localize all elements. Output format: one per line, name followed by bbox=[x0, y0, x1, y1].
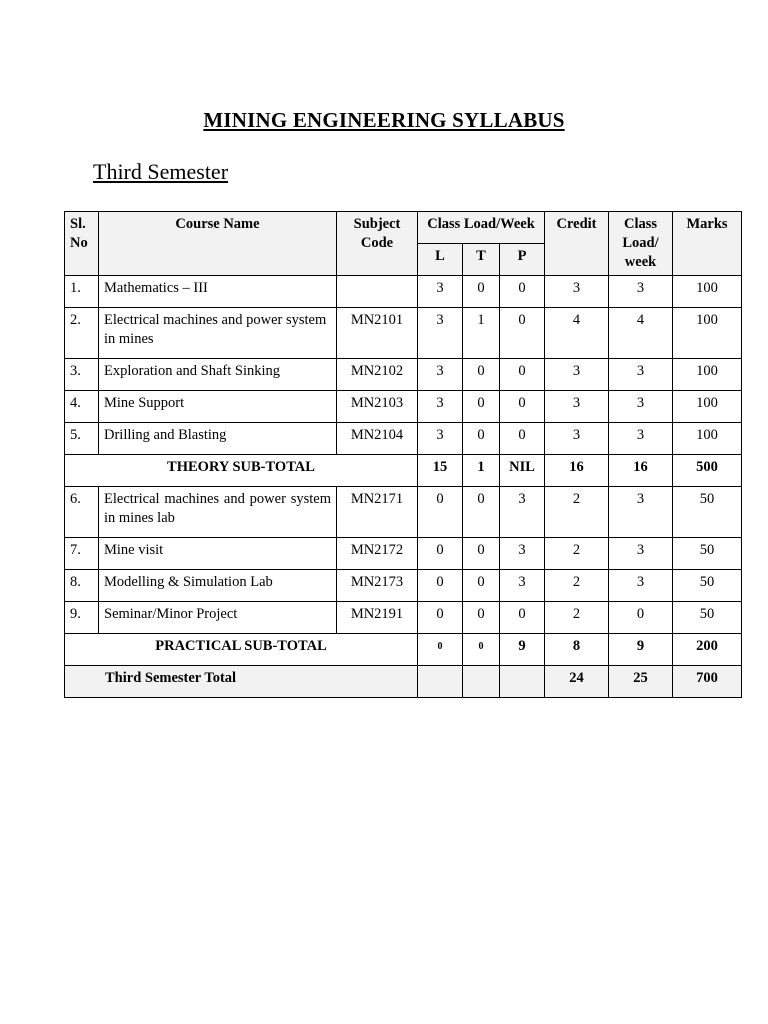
header-sl-no: Sl. No bbox=[65, 212, 99, 276]
cell-code: MN2103 bbox=[337, 391, 418, 423]
cell-load: 3 bbox=[609, 276, 673, 308]
table-row bbox=[65, 570, 742, 602]
cell-t: 0 bbox=[463, 602, 500, 634]
cell-marks: 100 bbox=[673, 276, 742, 308]
table-row bbox=[65, 602, 742, 634]
cell-code: MN2102 bbox=[337, 359, 418, 391]
theory-subtotal-row bbox=[65, 455, 742, 487]
cell-p bbox=[500, 666, 545, 698]
cell-marks: 100 bbox=[673, 391, 742, 423]
table-row bbox=[65, 276, 742, 308]
cell-credit: 3 bbox=[545, 359, 609, 391]
cell-l: 3 bbox=[418, 276, 463, 308]
table-row bbox=[65, 359, 742, 391]
semester-heading: Third Semester bbox=[93, 159, 229, 184]
cell-code: MN2172 bbox=[337, 538, 418, 570]
cell-t: 0 bbox=[463, 487, 500, 538]
cell-p: 3 bbox=[500, 487, 545, 538]
cell-sl: 8. bbox=[65, 570, 99, 602]
cell-marks: 500 bbox=[673, 455, 742, 487]
cell-t: 0 bbox=[463, 359, 500, 391]
cell-p: 0 bbox=[500, 359, 545, 391]
cell-credit: 3 bbox=[545, 423, 609, 455]
practical-subtotal-row bbox=[65, 634, 742, 666]
cell-t: 1 bbox=[463, 308, 500, 359]
cell-load: 25 bbox=[609, 666, 673, 698]
table-row bbox=[65, 487, 742, 538]
cell-p: 0 bbox=[500, 423, 545, 455]
cell-load: 3 bbox=[609, 570, 673, 602]
cell-code: MN2101 bbox=[337, 308, 418, 359]
cell-p: 0 bbox=[500, 602, 545, 634]
cell-marks: 200 bbox=[673, 634, 742, 666]
cell-t bbox=[463, 634, 500, 666]
cell-credit: 8 bbox=[545, 634, 609, 666]
header-credit: Credit bbox=[545, 212, 609, 276]
cell-course-name: Mine Support bbox=[99, 391, 337, 423]
cell-sl: 9. bbox=[65, 602, 99, 634]
cell-p: 0 bbox=[500, 391, 545, 423]
cell-l bbox=[418, 634, 463, 666]
cell-p: 3 bbox=[500, 538, 545, 570]
header-subject-code: Subject Code bbox=[337, 212, 418, 276]
cell-credit: 3 bbox=[545, 276, 609, 308]
cell-code: MN2173 bbox=[337, 570, 418, 602]
semester-total-row bbox=[65, 666, 742, 698]
cell-t: 0 bbox=[463, 423, 500, 455]
cell-p: 3 bbox=[500, 570, 545, 602]
cell-code: MN2171 bbox=[337, 487, 418, 538]
cell-load: 3 bbox=[609, 359, 673, 391]
cell-marks: 50 bbox=[673, 570, 742, 602]
practical-subtotal-label: PRACTICAL SUB-TOTAL bbox=[65, 634, 418, 666]
cell-credit: 3 bbox=[545, 391, 609, 423]
cell-l: 0 bbox=[418, 602, 463, 634]
cell-marks: 700 bbox=[673, 666, 742, 698]
cell-credit: 16 bbox=[545, 455, 609, 487]
cell-l: 3 bbox=[418, 308, 463, 359]
cell-course-name: Seminar/Minor Project bbox=[99, 602, 337, 634]
semester-total-label: Third Semester Total bbox=[65, 666, 418, 698]
cell-course-name: Exploration and Shaft Sinking bbox=[99, 359, 337, 391]
cell-l: 0 bbox=[418, 570, 463, 602]
table-row bbox=[65, 391, 742, 423]
cell-t-value: 0 bbox=[478, 641, 484, 652]
syllabus-table bbox=[64, 211, 742, 698]
header-class-load-week: Class Load/ week bbox=[609, 212, 673, 276]
header-p: P bbox=[500, 244, 545, 276]
cell-code: MN2104 bbox=[337, 423, 418, 455]
table-row bbox=[65, 423, 742, 455]
cell-sl: 1. bbox=[65, 276, 99, 308]
page-title: MINING ENGINEERING SYLLABUS bbox=[203, 108, 565, 132]
header-t: T bbox=[463, 244, 500, 276]
cell-l bbox=[418, 666, 463, 698]
table-row bbox=[65, 538, 742, 570]
cell-code bbox=[337, 276, 418, 308]
cell-code: MN2191 bbox=[337, 602, 418, 634]
cell-t: 0 bbox=[463, 570, 500, 602]
cell-l: 0 bbox=[418, 538, 463, 570]
cell-marks: 100 bbox=[673, 423, 742, 455]
cell-l: 0 bbox=[418, 487, 463, 538]
cell-p: 0 bbox=[500, 308, 545, 359]
cell-marks: 50 bbox=[673, 602, 742, 634]
cell-load: 3 bbox=[609, 423, 673, 455]
cell-t: 0 bbox=[463, 276, 500, 308]
table-row bbox=[65, 308, 742, 359]
cell-marks: 100 bbox=[673, 359, 742, 391]
header-course-name: Course Name bbox=[99, 212, 337, 276]
cell-p: NIL bbox=[500, 455, 545, 487]
header-row bbox=[65, 212, 742, 244]
cell-course-name: Mathematics – III bbox=[99, 276, 337, 308]
cell-sl: 6. bbox=[65, 487, 99, 538]
cell-l: 3 bbox=[418, 359, 463, 391]
cell-credit: 2 bbox=[545, 570, 609, 602]
cell-t: 0 bbox=[463, 391, 500, 423]
cell-t bbox=[463, 666, 500, 698]
cell-credit: 4 bbox=[545, 308, 609, 359]
cell-marks: 50 bbox=[673, 487, 742, 538]
cell-credit: 2 bbox=[545, 602, 609, 634]
header-l: L bbox=[418, 244, 463, 276]
cell-t: 0 bbox=[463, 538, 500, 570]
cell-load: 3 bbox=[609, 487, 673, 538]
cell-sl: 2. bbox=[65, 308, 99, 359]
header-class-load: Class Load/Week bbox=[418, 212, 545, 244]
cell-course-name: Electrical machines and power system in mines lab bbox=[99, 487, 337, 538]
cell-load: 3 bbox=[609, 391, 673, 423]
cell-l: 3 bbox=[418, 391, 463, 423]
cell-sl: 3. bbox=[65, 359, 99, 391]
cell-marks: 100 bbox=[673, 308, 742, 359]
cell-course-name: Drilling and Blasting bbox=[99, 423, 337, 455]
header-marks: Marks bbox=[673, 212, 742, 276]
cell-sl: 5. bbox=[65, 423, 99, 455]
cell-load: 0 bbox=[609, 602, 673, 634]
cell-load: 9 bbox=[609, 634, 673, 666]
cell-l-value: 0 bbox=[437, 641, 443, 652]
cell-credit: 2 bbox=[545, 538, 609, 570]
cell-credit: 2 bbox=[545, 487, 609, 538]
cell-course-name: Modelling & Simulation Lab bbox=[99, 570, 337, 602]
cell-course-name: Electrical machines and power system in mines bbox=[99, 308, 337, 359]
cell-load: 16 bbox=[609, 455, 673, 487]
cell-credit: 24 bbox=[545, 666, 609, 698]
cell-course-name: Mine visit bbox=[99, 538, 337, 570]
cell-sl: 7. bbox=[65, 538, 99, 570]
cell-l: 3 bbox=[418, 423, 463, 455]
cell-load: 4 bbox=[609, 308, 673, 359]
cell-p: 0 bbox=[500, 276, 545, 308]
cell-l: 15 bbox=[418, 455, 463, 487]
cell-sl: 4. bbox=[65, 391, 99, 423]
theory-subtotal-label: THEORY SUB-TOTAL bbox=[65, 455, 418, 487]
cell-marks: 50 bbox=[673, 538, 742, 570]
cell-load: 3 bbox=[609, 538, 673, 570]
cell-t: 1 bbox=[463, 455, 500, 487]
cell-p: 9 bbox=[500, 634, 545, 666]
